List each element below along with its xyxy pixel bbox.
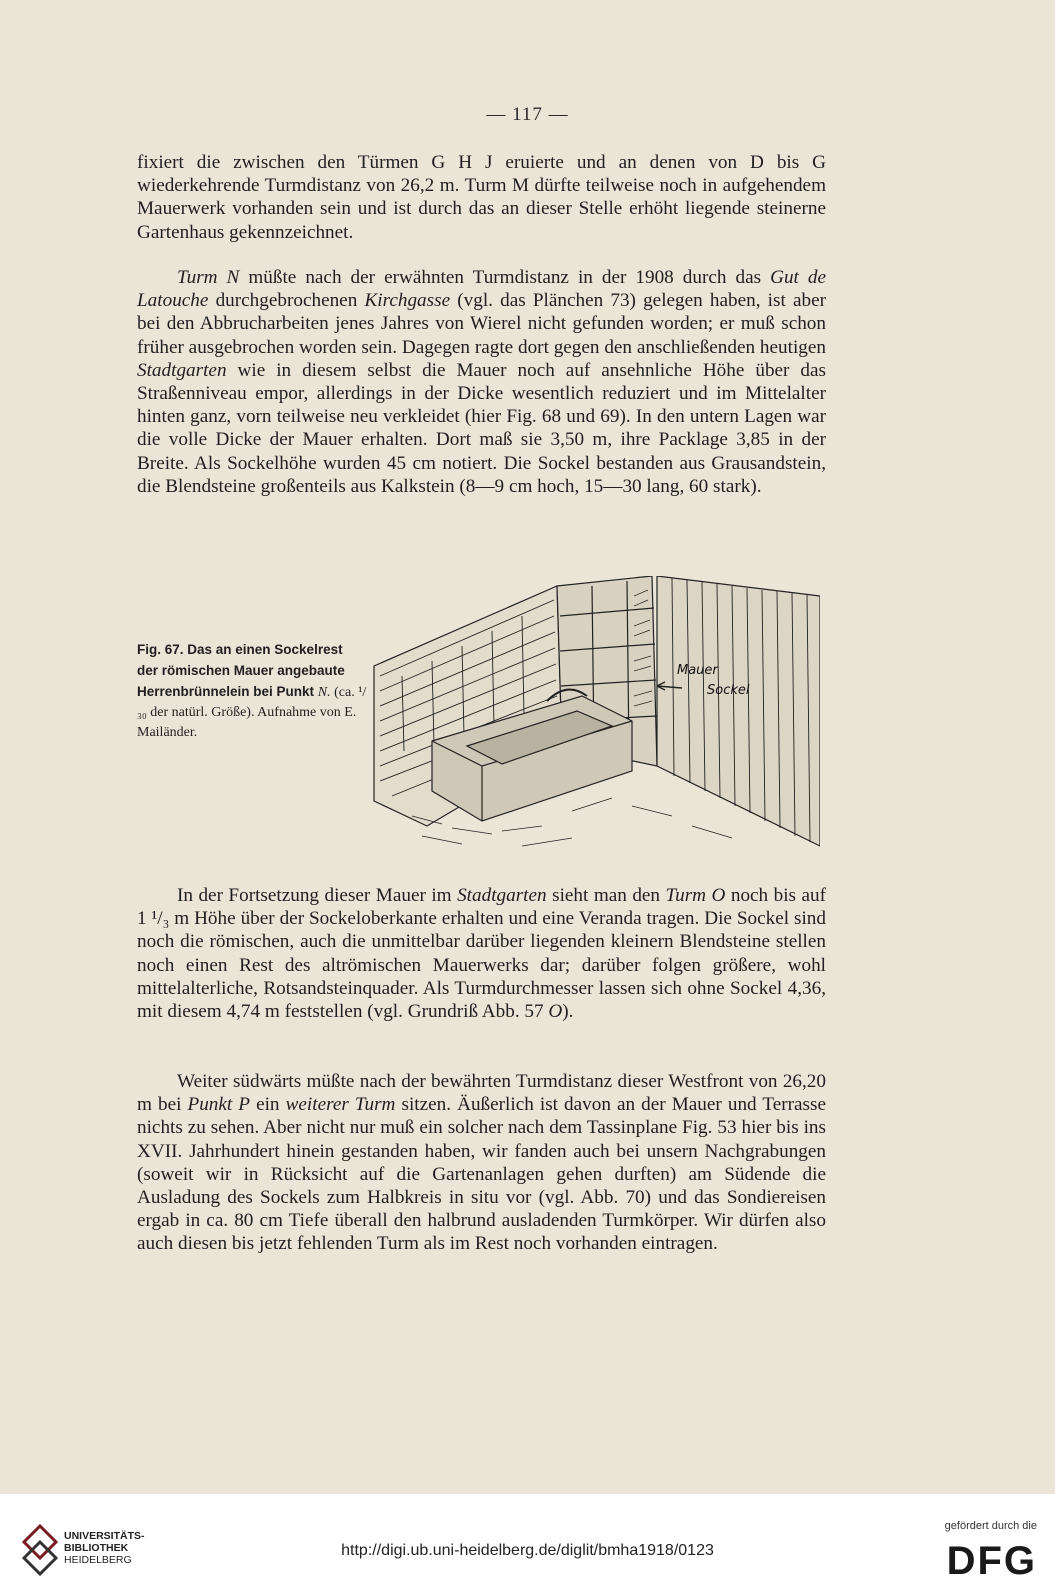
paragraph-2 — [137, 266, 826, 498]
footer-bar — [0, 1494, 1055, 1596]
text-run: durchgebrochenen — [208, 290, 365, 312]
text-run: In der Fortsetzung dieser Mauer im — [177, 885, 458, 906]
text-run: Weiter südwärts müßte nach der bewährten Turmdistanz dieser Westfront von 26,20 m bei — [137, 1071, 826, 1116]
caption-rest: (ca. ¹/₃₀ der natürl. Größe). Aufnahme von E. Mailänder. — [137, 685, 367, 740]
paragraph-1: fixiert die zwischen den Türmen G H J eruierte und an denen von D bis G wiederkehrende Turmdistanz von 26,2 m. Turm M dürfte teilweise noch in aufgehendem Mauerwerk vorhanden sein und ist durch das an dieser Stelle erhöht liegende steinerne Gartenhaus gekennzeichnet. — [137, 152, 826, 243]
label-mauer: Mauer — [677, 663, 718, 678]
text-run: wie in diesem selbst die Mauer noch auf ansehnliche Höhe über das Straßenniveau empor, allerdings in der Dicke wesentlich reduziert und im Mittelalter hinten ganz, vorn teilweise neu verkleidet (hier Fig. 68 und 69). In den untern Lagen war die volle Dicke der Mauer erhalten. Dort maß sie 3,50 m, ihre Packlage 3,85 in der Breite. Als Sockelhöhe wurden 45 cm notiert. Die Sockel bestanden aus Grausandstein, die Blendsteine großenteils aus Kalkstein (8—9 cm hoch, 15—30 lang, 60 stark). — [137, 359, 826, 497]
text-run: noch bis auf 1 ¹/₃ m Höhe über der Sockeloberkante erhalten und eine Veranda tragen. Die Sockel sind noch die römischen, auch die unmittelbar darüber liegenden kleinern Blendsteine stellen noch einen Rest des altrömischen Mauerwerks dar; darüber folgen größere, wohl mittelalterliche, Rotsandsteinquader. Als Turmdurchmesser lassen sich ohne Sockel 4,36, mit diesem 4,74 m feststellen (vgl. Grundriß Abb. 57 — [137, 885, 826, 1023]
italic-term: Gut de Latouche — [137, 267, 826, 312]
fountain-illustration — [372, 576, 820, 876]
italic-term: weiterer Turm — [285, 1094, 396, 1116]
italic-term: Stadtgarten — [457, 885, 547, 906]
caption-bold: Fig. 67. Das an einen Sockelrest der römischen Mauer angebaute Herrenbrünnelein bei Punkt — [137, 642, 345, 699]
italic-term: Kirchgasse — [364, 290, 451, 312]
caption-italic: N. — [317, 685, 331, 700]
italic-term: O — [548, 1001, 563, 1023]
page-number: — 117 — — [486, 104, 569, 125]
text-run: sieht man den — [546, 885, 666, 906]
funded-by-label: gefördert durch die — [944, 1520, 1037, 1532]
library-line: BIBLIOTHEK — [64, 1542, 129, 1554]
library-line: UNIVERSITÄTS- — [64, 1530, 145, 1542]
label-sockel: Sockel — [707, 683, 750, 698]
paragraph-3 — [137, 884, 826, 1023]
text-run: ). — [562, 1001, 574, 1023]
dfg-logo: DFG — [946, 1539, 1037, 1583]
italic-term: Turm O — [665, 885, 726, 906]
italic-term: Turm N — [177, 267, 240, 288]
document-url-link[interactable]: http://digi.ub.uni-heidelberg.de/diglit/bmha1918/0123 — [341, 1542, 714, 1559]
italic-term: Punkt P — [187, 1094, 251, 1116]
text-run: müßte nach der erwähnten Turmdistanz in der 1908 durch das — [239, 267, 771, 288]
italic-term: Stadtgarten — [137, 359, 227, 381]
figure-caption — [137, 640, 367, 743]
library-line: HEIDELBERG — [64, 1554, 132, 1566]
text-run: sitzen. Äußerlich ist davon an der Mauer und Terrasse nichts zu sehen. Aber nicht nur muß ein solcher nach dem Tassinplane Fig. 53 hier bis ins XVII. Jahrhundert hinein gestanden haben, wir fanden auch bei unsern Nachgrabungen (soweit wir in Rücksicht auf die Gartenanlagen gehen durften) am Südende die Ausladung des Sockels zum Halbkreis in situ vor (vgl. Abb. 70) und das Sondiereisen ergab in ca. 80 cm Tiefe überall den halbrund ausladenden Turmkörper. Wir dürfen also auch diesen bis jetzt fehlenden Turm als im Rest noch vorhanden eintragen. — [137, 1094, 826, 1255]
text-run: ein — [250, 1094, 286, 1116]
paragraph-4 — [137, 1070, 826, 1256]
text-run: (vgl. das Plänchen 73) gelegen haben, ist aber bei den Abbrucharbeiten jenes Jahres von Wierel nicht gefunden worden; er muß schon früher ausgebrochen worden sein. Dagegen ragte dort gegen den anschließenden heutigen — [137, 290, 826, 358]
